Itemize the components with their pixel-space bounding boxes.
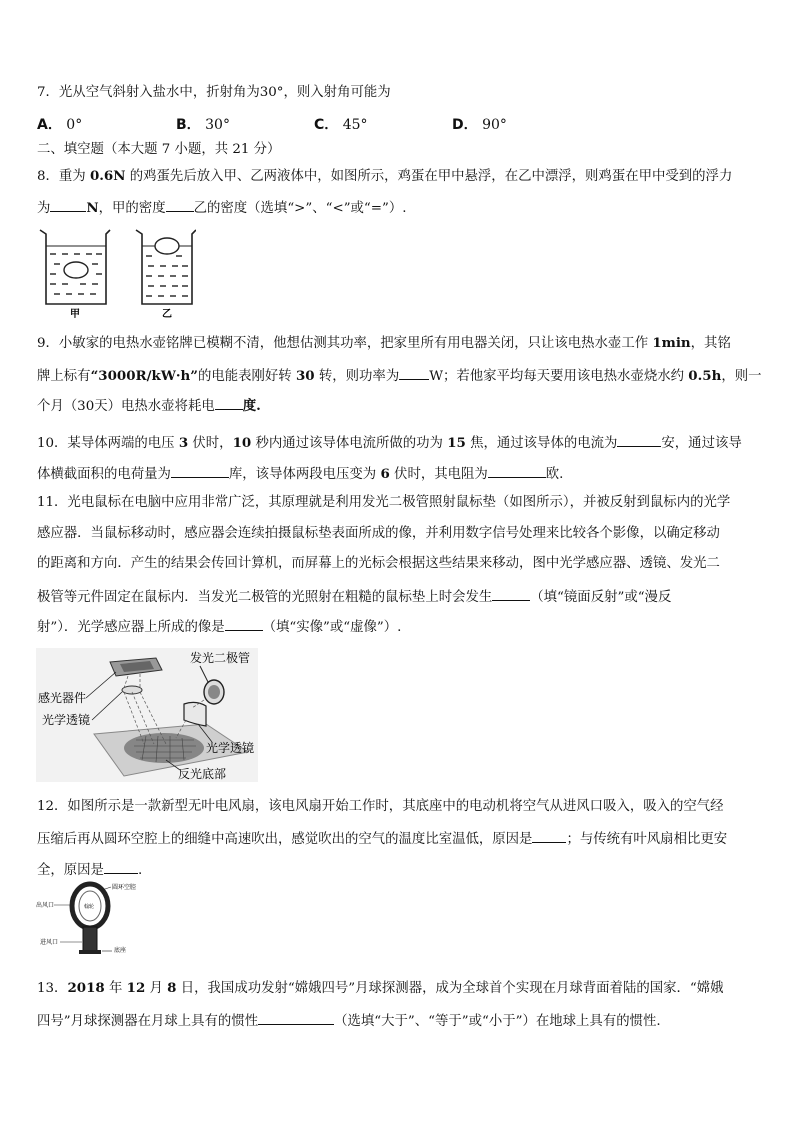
answer-blank[interactable] [104, 859, 138, 874]
q7-option-d: D． 90° [452, 117, 507, 133]
answer-blank[interactable] [258, 1010, 334, 1025]
label-inlet: 进风口 [40, 939, 59, 946]
answer-blank[interactable] [492, 586, 530, 601]
q13-line-1: 13．2018 年 12 月 8 日，我国成功发射“嫦娥四号”月球探测器，成为全球首个实现在月球背面着陆的国家．“嫦娥 [37, 980, 724, 996]
label-sensor: 感光器件 [38, 691, 87, 705]
label-jia: 甲 [70, 309, 80, 318]
label-fan: 翰轮 [84, 904, 95, 910]
answer-blank[interactable] [171, 463, 229, 478]
label-lens-2: 光学透镜 [206, 741, 255, 755]
beaker-figure [36, 226, 196, 318]
q13-line-2: 四号”月球探测器在月球上具有的惯性 （选填“大于”、“等于”或“小于”）在地球上具有的惯性. [37, 1010, 661, 1031]
q7-option-c: C． 45° [314, 117, 368, 133]
q11-line-5: 射”）．光学感应器上所成的像是 （填“实像”或“虚像”）. [37, 616, 401, 637]
q8-line-1: 8．重为 0.6N 的鸡蛋先后放入甲、乙两液体中，如图所示，鸡蛋在甲中悬浮，在乙中漂浮，则鸡蛋在甲中受到的浮力 [37, 168, 733, 184]
beaker-jia [40, 230, 110, 304]
label-lens-1: 光学透镜 [42, 713, 91, 727]
q7-option-a: A． 0° [37, 117, 83, 133]
q12-line-3: 全，原因是 . [37, 859, 142, 880]
fan-base [83, 927, 97, 951]
answer-blank[interactable] [166, 197, 194, 212]
q8-line-2: 为 N，甲的密度 乙的密度（选填“>”、“<”或“=”）. [37, 197, 407, 218]
section-heading: 二、填空题（本大题 7 小题，共 21 分） [37, 142, 281, 157]
answer-blank[interactable] [617, 432, 661, 447]
beaker-yi [136, 230, 196, 304]
label-yi: 乙 [162, 309, 172, 318]
answer-blank[interactable] [50, 197, 86, 212]
q9-line-3: 个月（30天）电热水壶将耗电 度. [37, 395, 261, 416]
label-base: 反光底部 [178, 767, 227, 781]
label-base: 底座 [114, 947, 127, 954]
answer-blank[interactable] [399, 365, 429, 380]
answer-blank[interactable] [215, 395, 243, 410]
q11-line-2: 感应器．当鼠标移动时，感应器会连续拍摄鼠标垫表面所成的像，并利用数字信号处理来比较各个影像，以确定移动 [37, 526, 720, 541]
bladeless-fan-figure [34, 880, 154, 956]
optical-mouse-figure [36, 648, 258, 782]
q9-line-1: 9．小敏家的电热水壶铭牌已模糊不清，他想估测其功率，把家里所有用电器关闭，只让该电热水壶工作 1min，其铭 [37, 335, 731, 351]
q11-line-3: 的距离和方向．产生的结果会传回计算机，而屏幕上的光标会根据这些结果来移动，图中光学感应器、透镜、发光二 [37, 556, 720, 571]
q12-line-2: 压缩后再从圆环空腔上的细缝中高速吹出，感觉吹出的空气的温度比室温低，原因是 ；与传统有叶风扇相比更安 [37, 828, 727, 849]
egg-suspended [64, 262, 88, 278]
label-led: 发光二极管 [190, 651, 251, 665]
q10-line-1: 10．某导体两端的电压 3 伏时，10 秒内通过该导体电流所做的功为 15 焦，通过该导体的电流为 安，通过该导 [37, 432, 742, 453]
answer-blank[interactable] [532, 828, 566, 843]
answer-blank[interactable] [225, 616, 263, 631]
egg-floating [155, 238, 179, 254]
answer-blank[interactable] [488, 463, 546, 478]
q9-line-2: 牌上标有“3000R/kW·h”的电能表刚好转 30 转，则功率为 W；若他家平均每天要用该电热水壶烧水约 0.5h，则一 [37, 365, 762, 386]
q7-stem: 7．光从空气斜射入盐水中，折射角为30°，则入射角可能为 [37, 85, 391, 100]
q11-line-1: 11．光电鼠标在电脑中应用非常广泛，其原理就是利用发光二极管照射鼠标垫（如图所示），并被反射到鼠标内的光学 [37, 495, 731, 510]
label-outlet: 出风口 [36, 902, 55, 909]
q11-line-4: 极管等元件固定在鼠标内．当发光二极管的光照射在粗糙的鼠标垫上时会发生 （填“镜面反射”或“漫反 [37, 586, 671, 607]
label-ring: 圆环空腔 [112, 884, 137, 891]
q12-line-1: 12．如图所示是一款新型无叶电风扇，该电风扇开始工作时，其底座中的电动机将空气从进风口吸入，吸入的空气经 [37, 799, 724, 814]
q10-line-2: 体横截面积的电荷量为 库，该导体两段电压变为 6 伏时，其电阻为 欧. [37, 463, 563, 484]
q7-option-b: B． 30° [176, 117, 230, 133]
